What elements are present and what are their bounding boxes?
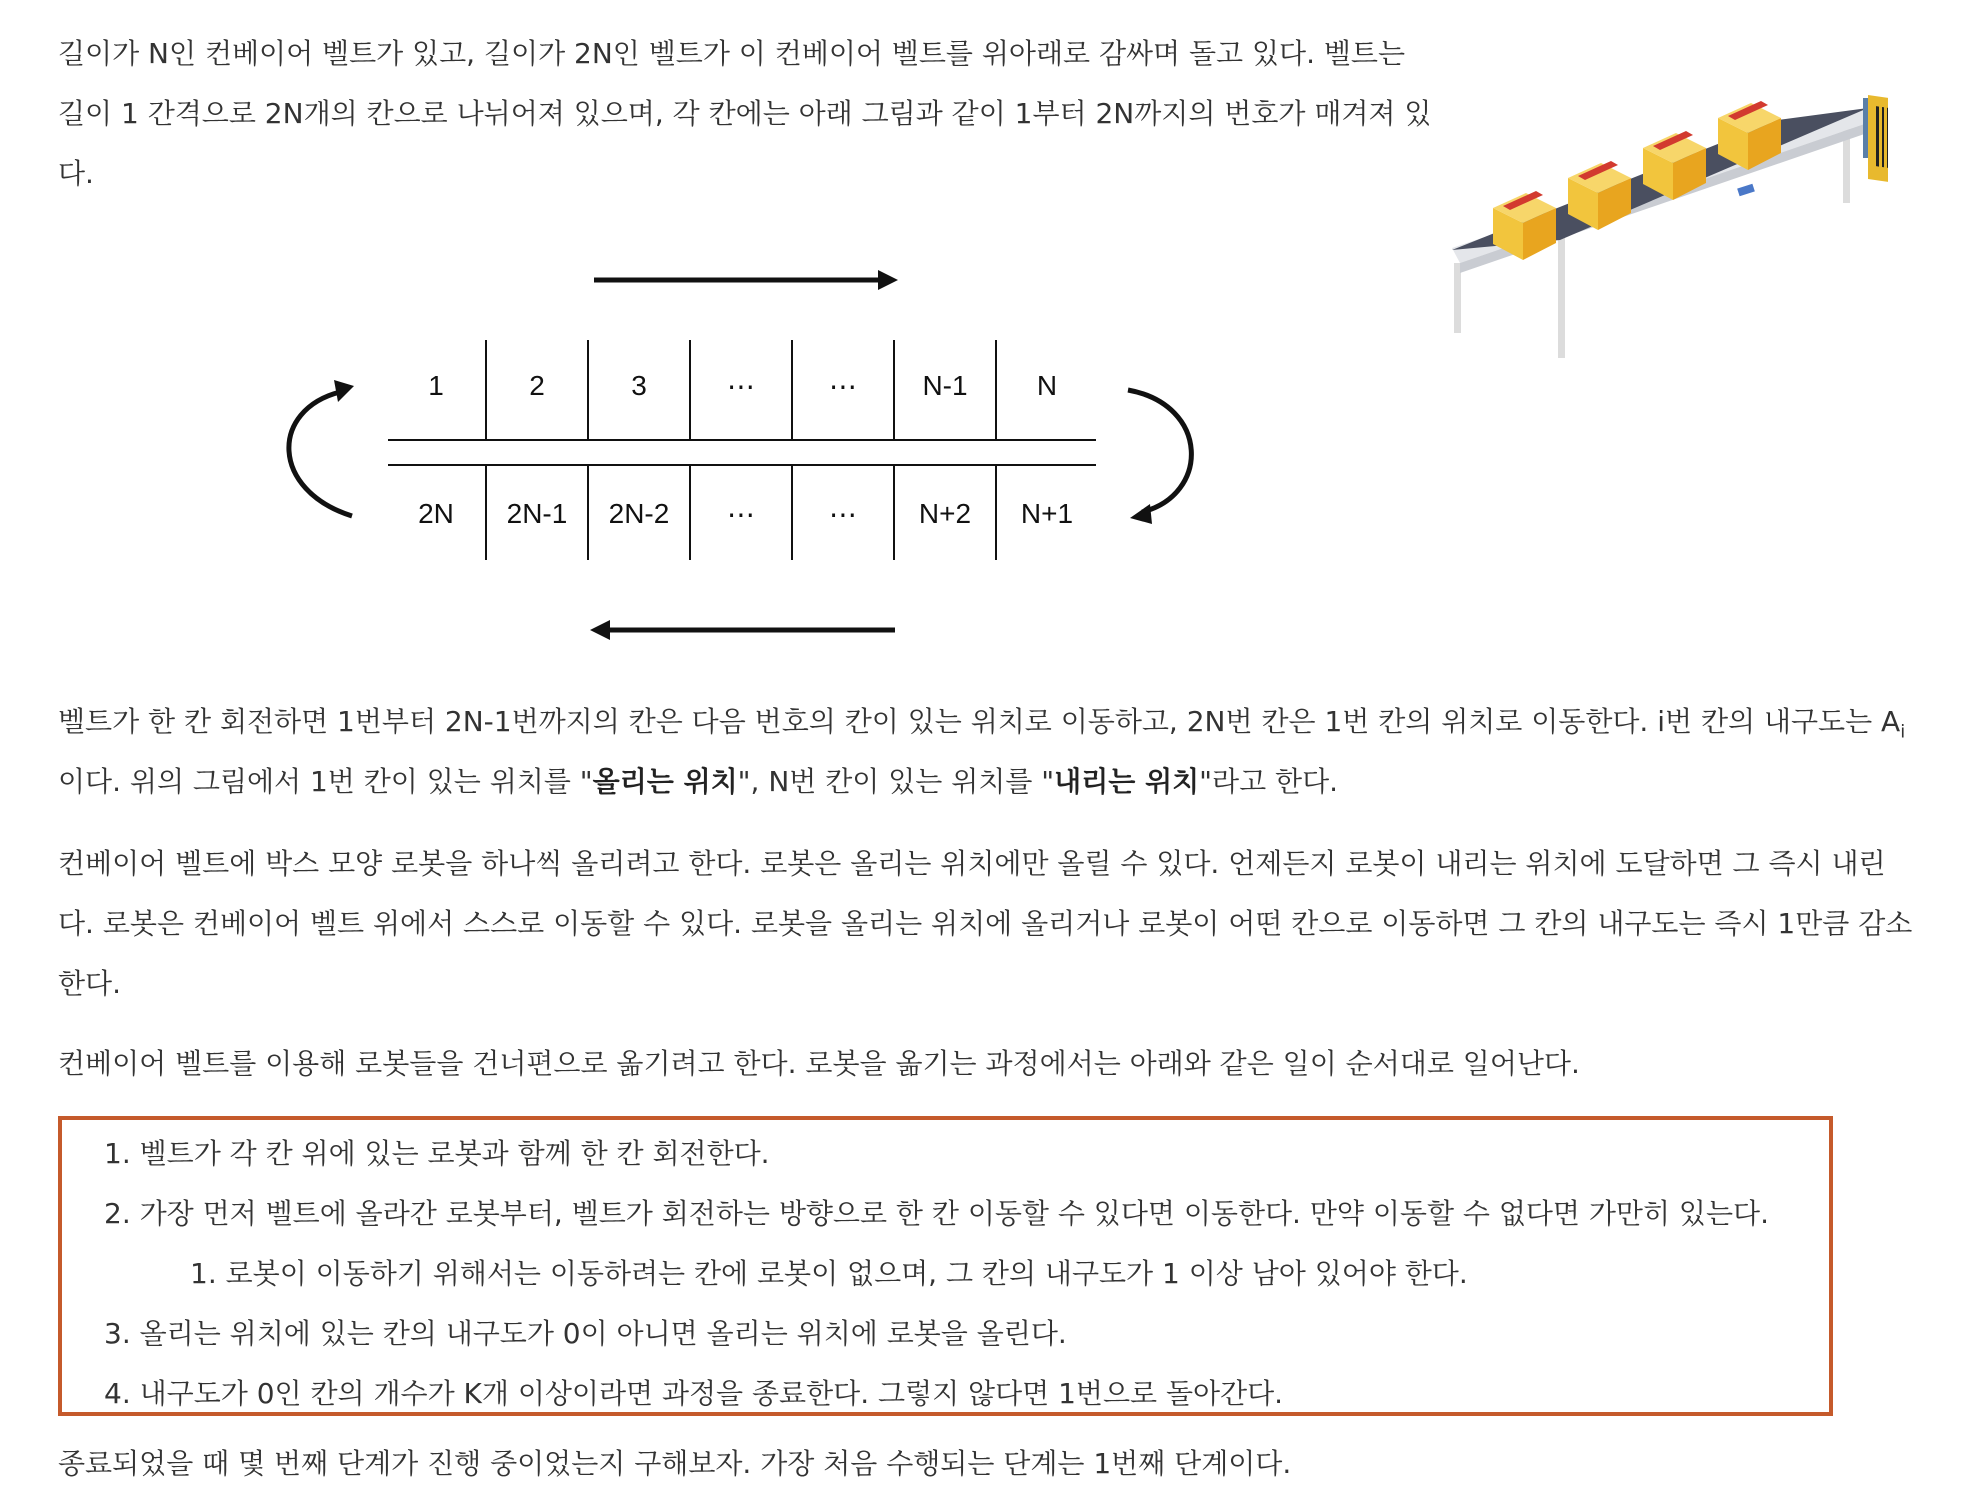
belt-cell-top-3: 3 bbox=[631, 370, 647, 401]
belt-cell-top-7: N bbox=[1036, 370, 1058, 401]
process-paragraph: 컨베이어 벨트를 이용해 로봇들을 건너편으로 옮기려고 한다. 로봇을 옮기는 과정에서는 아래와 같은 일이 순서대로 일어난다. bbox=[58, 1047, 1580, 1080]
robot-paragraph-line-2: 다. 로봇은 컨베이어 벨트 위에서 스스로 이동할 수 있다. 로봇을 올리는 위치에 올리거나 로봇이 어떤 칸으로 이동하면 그 칸의 내구도는 즉시 1만큼 감소 bbox=[58, 907, 1913, 940]
belt-cell-bottom-5: ⋯ bbox=[829, 498, 857, 530]
rotation-text: 벨트가 한 칸 회전하면 1번부터 2N-1번까지의 칸은 다음 번호의 칸이 있는 위치로 이동하고, 2N번 칸은 1번 칸의 위치로 이동한다. i번 칸의 내구도는 A bbox=[58, 705, 1901, 738]
belt-cell-bottom-2: 2N-1 bbox=[506, 498, 568, 529]
step-1: 1. 벨트가 각 칸 위에 있는 로봇과 함께 한 칸 회전한다. bbox=[104, 1137, 770, 1170]
belt-cell-bottom-4: ⋯ bbox=[727, 498, 755, 530]
belt-cell-top-2: 2 bbox=[529, 370, 545, 401]
steps-box bbox=[58, 1116, 1833, 1416]
intro-paragraph: 길이가 N인 컨베이어 벨트가 있고, 길이가 2N인 벨트가 이 컨베이어 벨트를 위아래로 감싸며 돌고 있다. 벨트는 길이 1 간격으로 2N개의 칸으로 나뉘어져 있으며, 각 칸에는 아래 그림과 같이 1부터 2N까지의 번호가 매겨져 있다. bbox=[58, 37, 1432, 190]
load-position-term: 올리는 위치 bbox=[592, 765, 738, 798]
unload-position-term: 내리는 위치 bbox=[1054, 765, 1200, 798]
robot-paragraph-line-3: 한다. bbox=[58, 967, 121, 1000]
rotation-paragraph-line-2 bbox=[58, 752, 1338, 812]
belt-cell-top-4: ⋯ bbox=[727, 370, 755, 402]
step-2: 2. 가장 먼저 벨트에 올라간 로봇부터, 벨트가 회전하는 방향으로 한 칸 이동할 수 있다면 이동한다. 만약 이동할 수 없다면 가만히 있는다. bbox=[104, 1197, 1769, 1230]
robot-paragraph-line-1: 컨베이어 벨트에 박스 모양 로봇을 하나씩 올리려고 한다. 로봇은 올리는 위치에만 올릴 수 있다. 언제든지 로봇이 내리는 위치에 도달하면 그 즉시 내린 bbox=[58, 847, 1886, 880]
step-4: 4. 내구도가 0인 칸의 개수가 K개 이상이라면 과정을 종료한다. 그렇지 않다면 1번으로 돌아간다. bbox=[104, 1377, 1284, 1410]
position-text-b: ", N번 칸이 있는 위치를 " bbox=[737, 765, 1055, 798]
belt-cell-bottom-1: 2N bbox=[418, 498, 454, 529]
position-text-c: "라고 한다. bbox=[1199, 765, 1339, 798]
belt-cell-top-1: 1 bbox=[428, 370, 444, 401]
step-3: 3. 올리는 위치에 있는 칸의 내구도가 0이 아니면 올리는 위치에 로봇을 올린다. bbox=[104, 1317, 1067, 1350]
belt-cell-bottom-6: N+2 bbox=[918, 498, 972, 529]
conveyor-belt-illustration bbox=[1448, 28, 1888, 368]
left-rotation-arrow bbox=[289, 392, 352, 516]
belt-cell-bottom-3: 2N-2 bbox=[608, 498, 670, 529]
conclusion-paragraph: 종료되었을 때 몇 번째 단계가 진행 중이었는지 구해보자. 가장 처음 수행되는 단계는 1번째 단계이다. bbox=[58, 1447, 1292, 1480]
subscript-i: i bbox=[1900, 721, 1906, 743]
position-text-a: 이다. 위의 그림에서 1번 칸이 있는 위치를 " bbox=[58, 765, 593, 798]
belt-cell-bottom-7: N+1 bbox=[1020, 498, 1074, 529]
belt-cell-top-5: ⋯ bbox=[829, 370, 857, 402]
right-rotation-arrow bbox=[1128, 390, 1191, 512]
step-2-1: 1. 로봇이 이동하기 위해서는 이동하려는 칸에 로봇이 없으며, 그 칸의 내구도가 1 이상 남아 있어야 한다. bbox=[190, 1257, 1468, 1290]
belt-cell-top-6: N-1 bbox=[922, 370, 968, 401]
